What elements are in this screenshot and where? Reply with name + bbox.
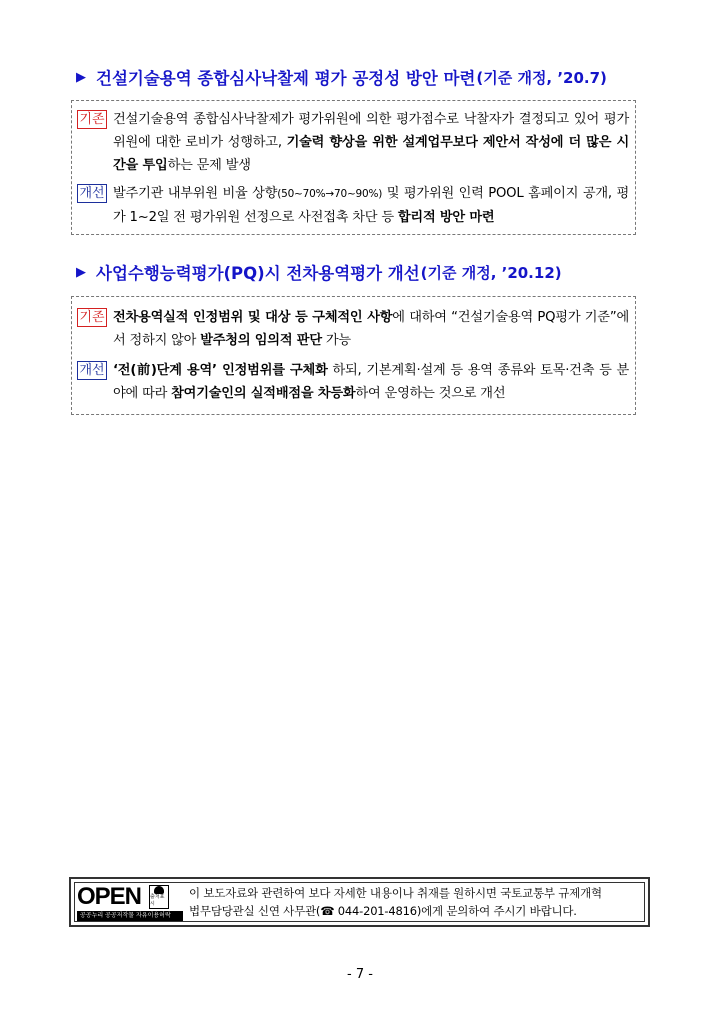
body-text: 하되, 기본계획·설계 등 용역 종류와 토목·건축 등 분야에 따라	[113, 363, 629, 401]
body-text: 건설기술용역 종합심사낙찰제가 평가위원에 의한 평가점수로 낙찰자가 결정되고 있어 평가위원에 대한 로비가 성행하고,	[113, 112, 629, 150]
emphasis-text: 합리적 방안 마련	[397, 210, 495, 225]
section-2-after-text	[113, 359, 629, 405]
footer-line-1: 이 보도자료와 관련하여 보다 자세한 내용이나 취재를 원하시면 국토교통부 규제개혁	[189, 886, 602, 900]
section-1-box	[71, 100, 636, 235]
emphasis-text: 발주청의 임의적 판단	[200, 333, 322, 348]
after-tag: 개선	[77, 184, 107, 203]
kogl-open-logo	[77, 883, 183, 921]
section-1-after-row	[77, 182, 629, 229]
attribution-badge-icon	[149, 885, 169, 909]
section-2-box	[71, 296, 636, 415]
emphasis-text: 참여기술인의 실적배점을 차등화	[171, 386, 356, 401]
person-icon	[154, 886, 164, 894]
section-2-before-text	[113, 306, 629, 352]
before-tag: 기존	[77, 110, 107, 129]
emphasis-text: 기술력 향상을 위한 설계업무보다 제안서 작성에 더 많은 시간을 투입	[113, 135, 629, 173]
before-tag: 기존	[77, 308, 107, 327]
section-1-after-text	[113, 182, 629, 229]
body-text: 하여 운영하는 것으로 개선	[355, 386, 506, 401]
section-2-after-row	[77, 359, 629, 405]
section-1-subtitle: (기준 개정, ’20.7)	[476, 68, 607, 87]
section-1-title: 건설기술용역 종합심사낙찰제 평가 공정성 방안 마련	[96, 69, 476, 88]
body-text: 에 대하여 “건설기술용역 PQ평가 기준”에서 정하지 않아	[113, 310, 629, 348]
logo-bar-text: 공공누리 공공저작물 자유이용허락	[77, 911, 183, 921]
emphasis-text: ‘전(前)단계 용역’ 인정범위를 구체화	[113, 363, 328, 378]
section-2-before-row	[77, 306, 629, 352]
section-1-heading	[76, 64, 607, 90]
section-2-heading	[76, 259, 562, 285]
after-tag: 개선	[77, 361, 107, 380]
body-text: 발주기관 내부위원 비율 상향	[113, 186, 278, 201]
triangle-bullet-icon: ▶	[76, 69, 86, 85]
body-text: (50~70%→70~90%)	[277, 188, 383, 200]
section-2-title: 사업수행능력평가(PQ)시 전차용역평가 개선	[96, 264, 420, 283]
section-2-subtitle: (기준 개정, ’20.12)	[420, 263, 562, 282]
body-text: 하는 문제 발생	[167, 158, 251, 173]
page-number: - 7 -	[347, 967, 373, 982]
section-1-before-text	[113, 108, 629, 177]
contact-footer	[69, 877, 650, 927]
emphasis-text: 전차용역실적 인정범위 및 대상 등 구체적인 사항	[113, 310, 393, 325]
footer-line-2: 법무담당관실 신연 사무관(☎ 044-201-4816)에게 문의하여 주시기 바랍니다.	[189, 904, 577, 918]
body-text: 및 평가위원 인력 POOL 홈페이지 공개, 평가 1~2일 전 평가위원 선정으로 사전접촉 차단 등	[113, 186, 629, 225]
triangle-bullet-icon: ▶	[76, 264, 86, 280]
body-text: 가능	[321, 333, 351, 348]
open-logo-text: OPEN	[77, 883, 142, 910]
section-1-before-row	[77, 108, 629, 177]
footer-contact-text	[189, 884, 642, 920]
badge-label: 출처표시	[150, 894, 165, 907]
